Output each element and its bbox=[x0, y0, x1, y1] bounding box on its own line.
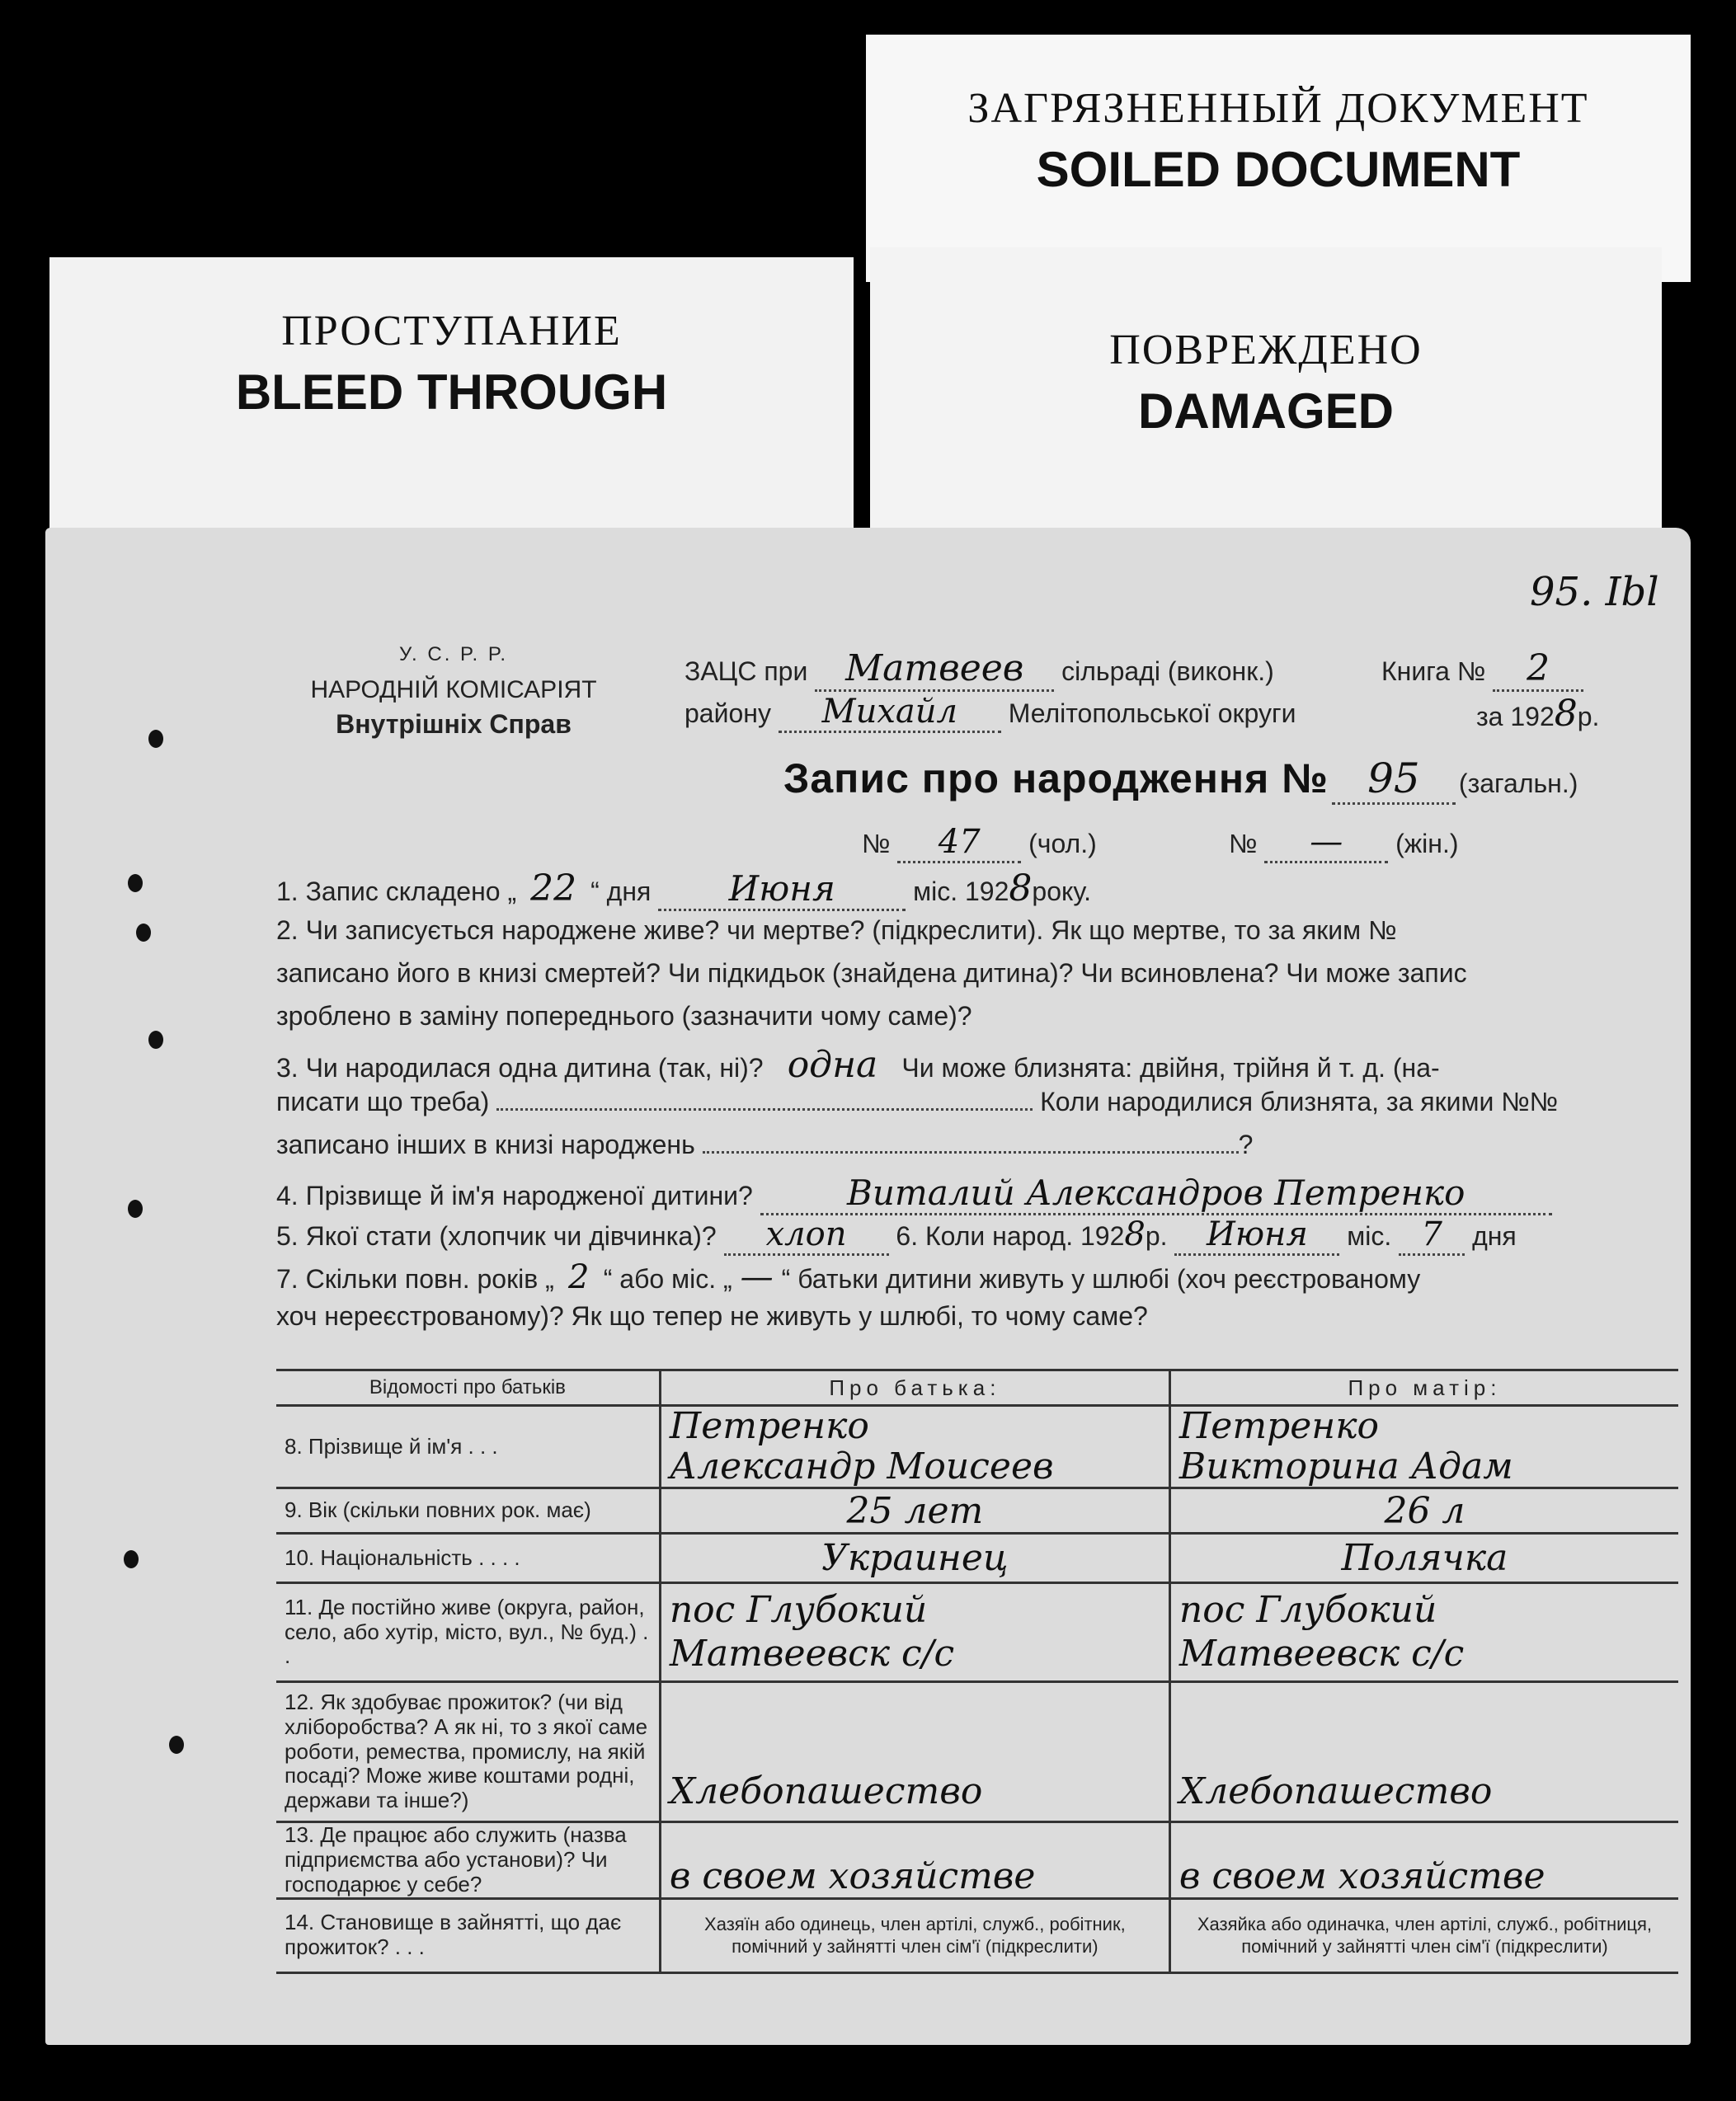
mother-livelihood: Хлебопашество bbox=[1169, 1682, 1678, 1822]
mother-nationality: Полячка bbox=[1169, 1534, 1678, 1583]
record-title: Запис про народження № bbox=[783, 755, 1329, 801]
year-suffix: р. bbox=[1577, 702, 1600, 731]
punch-hole bbox=[148, 1031, 163, 1049]
table-header-row bbox=[276, 1370, 1678, 1406]
q3-line3-field bbox=[703, 1151, 1239, 1154]
q5-text: 5. Якої стати (хлопчик чи дівчинка)? bbox=[276, 1221, 717, 1251]
table-row bbox=[276, 1898, 1678, 1972]
q4-answer: Виталий Александров Петренко bbox=[760, 1173, 1552, 1215]
q3-text-a: 3. Чи народилася одна дитина (так, ні)? bbox=[276, 1053, 764, 1083]
q3-line3-text: записано інших в книзі народжень bbox=[276, 1130, 695, 1159]
father-nationality: Украинец bbox=[660, 1534, 1169, 1583]
q7-text-a: 7. Скільки повн. років „ bbox=[276, 1264, 554, 1294]
damaged-label-en: DAMAGED bbox=[1138, 383, 1394, 439]
row-question: 13. Де працює або служить (назва підприємства або установи)? Чи господарює у себе? bbox=[276, 1822, 660, 1899]
damaged-label-ru: ПОВРЕЖДЕНО bbox=[1109, 327, 1423, 374]
agency-line3: Внутрішніх Справ bbox=[336, 709, 572, 739]
q3-answer: одна bbox=[787, 1044, 878, 1086]
q1-text-d: року. bbox=[1032, 877, 1092, 906]
male-number-line bbox=[862, 823, 1097, 863]
mother-residence: пос Глубокий Матвеевск с/с bbox=[1169, 1583, 1678, 1682]
punch-hole bbox=[128, 874, 143, 892]
male-number: 47 bbox=[897, 823, 1021, 863]
question-7-line2: хоч нереєстрованому)? Як що тепер не живуть у шлюбі, то чому саме? bbox=[276, 1301, 1148, 1331]
year-digit: 8 bbox=[1554, 693, 1578, 735]
soiled-document-card bbox=[866, 35, 1691, 282]
q1-text-b: “ дня bbox=[590, 877, 652, 906]
zags-prefix: ЗАЦС при bbox=[685, 656, 808, 686]
row-question: 14. Становище в зайнятті, що дає прожиток? . . . bbox=[276, 1898, 660, 1972]
question-3-line3: записано інших в книзі народжень ? bbox=[276, 1130, 1254, 1159]
header-info: Відомості про батьків bbox=[276, 1370, 660, 1406]
damaged-card bbox=[870, 247, 1662, 544]
book-label: Книга № bbox=[1381, 656, 1486, 686]
q7-text-b: “ або міс. „ bbox=[603, 1264, 732, 1294]
q1-text-c: міс. 192 bbox=[913, 877, 1009, 906]
q5-answer: хлоп bbox=[724, 1215, 889, 1256]
father-residence: пос Глубокий Матвеевск с/с bbox=[660, 1583, 1169, 1682]
question-1 bbox=[276, 867, 1091, 911]
female-number: — bbox=[1264, 823, 1388, 863]
q1-year: 8 bbox=[1009, 867, 1033, 909]
q7-text-c: “ батьки дитини живуть у шлюбі (хоч реєстрованому bbox=[781, 1264, 1421, 1294]
table-row bbox=[276, 1534, 1678, 1583]
female-label: (жін.) bbox=[1395, 829, 1459, 858]
book-number: 2 bbox=[1493, 647, 1583, 692]
book-line bbox=[1381, 647, 1583, 692]
row-question: 11. Де постійно живе (округа, район, село, або хутір, місто, вул., № буд.) . . bbox=[276, 1583, 660, 1682]
q7-years: 2 bbox=[568, 1258, 590, 1296]
year-prefix: за 192 bbox=[1476, 702, 1555, 731]
parents-table bbox=[276, 1369, 1678, 1974]
mother-status bbox=[1169, 1898, 1678, 1972]
question-3 bbox=[276, 1044, 1440, 1086]
question-2-line3: зроблено в заміну попереднього (зазначити чому саме)? bbox=[276, 1001, 972, 1031]
father-status bbox=[660, 1898, 1169, 1972]
row-question: 10. Національність . . . . bbox=[276, 1534, 660, 1583]
row-question: 8. Прізвище й ім'я . . . bbox=[276, 1406, 660, 1488]
district-line bbox=[685, 693, 1296, 733]
mother-age: 26 л bbox=[1169, 1488, 1678, 1534]
punch-hole bbox=[148, 730, 163, 748]
question-4 bbox=[276, 1173, 1552, 1215]
q3-line2-b: Коли народилися близнята, за якими №№ bbox=[1040, 1087, 1558, 1116]
table-row bbox=[276, 1488, 1678, 1534]
zags-suffix: сільраді (виконк.) bbox=[1061, 656, 1274, 686]
father-livelihood: Хлебопашество bbox=[660, 1682, 1169, 1822]
record-number: 95 bbox=[1332, 754, 1456, 805]
male-label: (чол.) bbox=[1028, 829, 1097, 858]
male-num-label: № bbox=[862, 829, 891, 858]
general-label: (загальн.) bbox=[1458, 768, 1578, 798]
okrug-name: Мелітопольської округи bbox=[1008, 698, 1296, 728]
father-name: Петренко Александр Моисеев bbox=[660, 1406, 1169, 1488]
bleed-label-ru: ПРОСТУПАНИЕ bbox=[281, 308, 622, 355]
mother-status-text: Хазяйка або одиначка, член артілі, служб., робітниця, помічний у зайнятті член сім'ї (підкреслити) bbox=[1197, 1913, 1653, 1958]
question-7 bbox=[276, 1258, 1420, 1296]
row-question: 9. Вік (скільки повних рок. має) bbox=[276, 1488, 660, 1534]
header-mother: Про матір: bbox=[1169, 1370, 1678, 1406]
q6-year: 8 bbox=[1124, 1215, 1146, 1253]
q7-months: — bbox=[740, 1258, 774, 1296]
header-father: Про батька: bbox=[660, 1370, 1169, 1406]
q6-text-b: р. bbox=[1145, 1221, 1168, 1251]
agency-line2: НАРОДНІЙ КОМІСАРІЯТ bbox=[310, 676, 597, 703]
agency-header bbox=[260, 643, 647, 740]
q3-text-b: Чи може близнята: двійня, трійня й т. д. (на- bbox=[901, 1053, 1440, 1083]
zags-line bbox=[685, 647, 1274, 692]
father-age: 25 лет bbox=[660, 1488, 1169, 1534]
corner-number: 95. Ibl bbox=[1530, 569, 1659, 615]
q1-day: 22 bbox=[530, 867, 577, 909]
table-row bbox=[276, 1682, 1678, 1822]
zags-village: Матвеев bbox=[815, 647, 1054, 692]
question-3-line2 bbox=[276, 1087, 1558, 1117]
table-row bbox=[276, 1822, 1678, 1899]
female-number-line bbox=[1229, 823, 1459, 863]
mother-workplace: в своем хозяйстве bbox=[1169, 1822, 1678, 1899]
district-name: Михайл bbox=[779, 693, 1001, 733]
q6-text-d: дня bbox=[1472, 1221, 1517, 1251]
q4-text: 4. Прізвище й ім'я народженої дитини? bbox=[276, 1181, 753, 1210]
soiled-label-ru: ЗАГРЯЗНЕННЫЙ ДОКУМЕНТ bbox=[967, 85, 1589, 132]
birth-record-form bbox=[45, 528, 1691, 2045]
q6-day: 7 bbox=[1399, 1215, 1465, 1256]
record-title-line bbox=[783, 754, 1578, 805]
punch-hole bbox=[136, 924, 151, 942]
q3-dotted-field bbox=[496, 1108, 1033, 1111]
soiled-label-en: SOILED DOCUMENT bbox=[1036, 142, 1521, 197]
table-row bbox=[276, 1406, 1678, 1488]
question-5-6 bbox=[276, 1215, 1517, 1256]
table-row bbox=[276, 1583, 1678, 1682]
bleed-label-en: BLEED THROUGH bbox=[235, 364, 668, 420]
question-2-line1: 2. Чи записується народжене живе? чи мертве? (підкреслити). Як що мертве, то за яким № bbox=[276, 915, 1397, 945]
agency-line1: У. С. Р. Р. bbox=[398, 643, 508, 665]
q3-line2-a: писати що треба) bbox=[276, 1087, 490, 1116]
year-line bbox=[1476, 693, 1599, 735]
bleed-through-card bbox=[49, 257, 854, 538]
punch-hole bbox=[128, 1200, 143, 1218]
punch-hole bbox=[169, 1736, 184, 1754]
female-num-label: № bbox=[1229, 829, 1258, 858]
district-prefix: району bbox=[685, 698, 771, 728]
mother-name: Петренко Викторина Адам bbox=[1169, 1406, 1678, 1488]
q6-month: Июня bbox=[1174, 1215, 1339, 1256]
q6-text-c: міс. bbox=[1347, 1221, 1392, 1251]
q1-month: Июня bbox=[658, 868, 906, 911]
question-2-line2: записано його в книзі смертей? Чи підкидьок (знайдена дитина)? Чи всиновлена? Чи може запис bbox=[276, 958, 1467, 988]
father-workplace: в своем хозяйстве bbox=[660, 1822, 1169, 1899]
father-status-text: Хазяїн або одинець, член артілі, служб., робітник, помічний у зайнятті член сім'ї (підкреслити) bbox=[704, 1913, 1126, 1958]
q1-text-a: 1. Запис складено „ bbox=[276, 877, 517, 906]
punch-hole bbox=[124, 1550, 139, 1568]
q6-text-a: 6. Коли народ. 192 bbox=[896, 1221, 1125, 1251]
row-question: 12. Як здобуває прожиток? (чи від хліборобства? А як ні, то з якої саме роботи, ремества, промислу, на якій посаді? Може живе коштами родні, держави та інше?) bbox=[276, 1682, 660, 1822]
